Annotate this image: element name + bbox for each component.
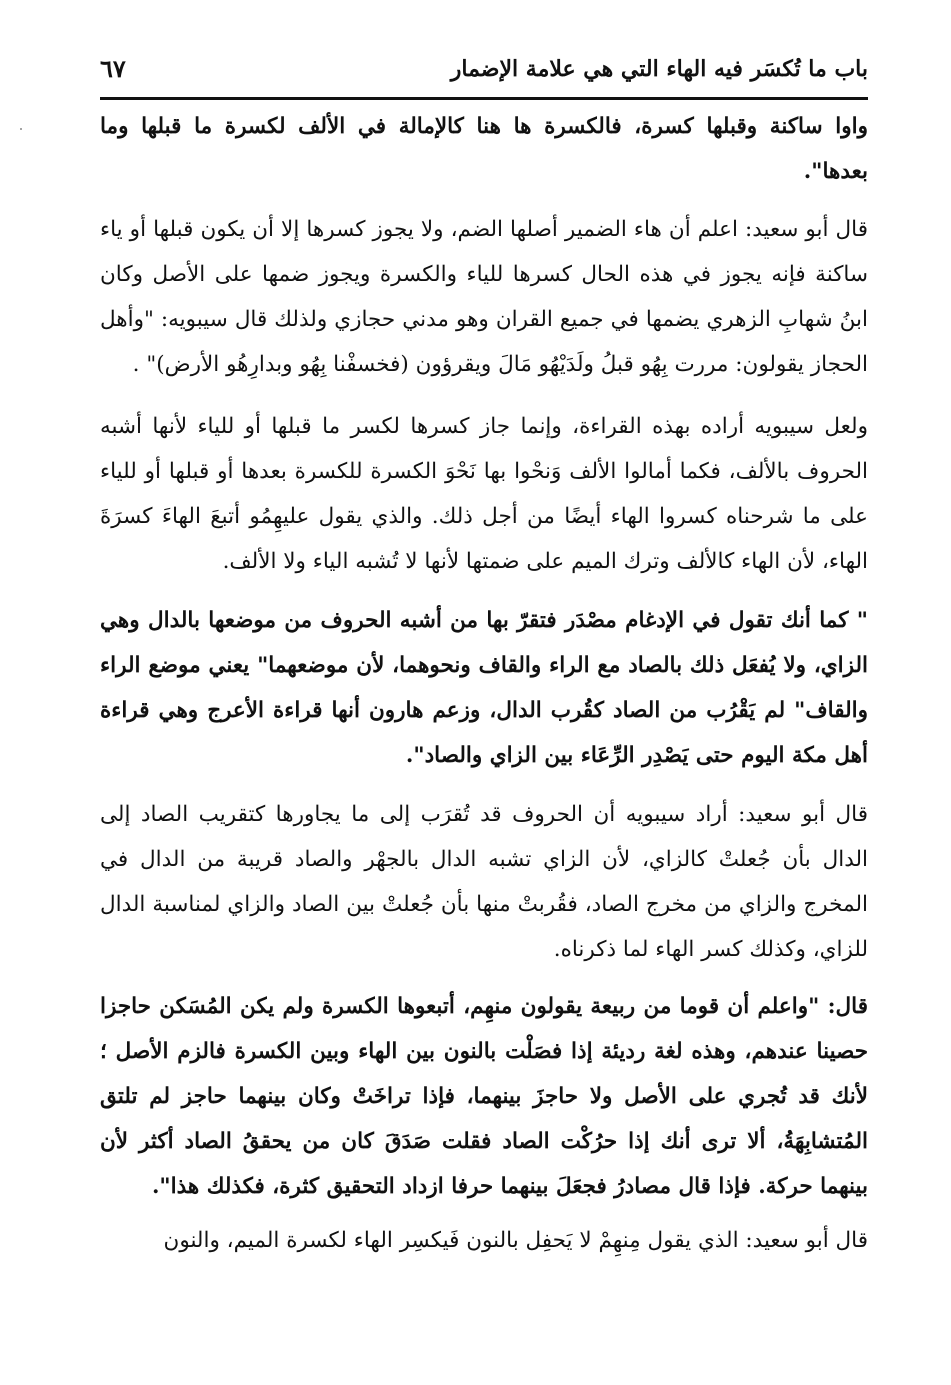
paragraph: " كما أنك تقول في الإدغام مصْدَر فتقرّ بها من أشبه الحروف من موضعها بالدال وهي الزاي، ولا يُفعَل ذلك بالصاد مع الراء والقاف ونحوهما، لأن موضعهما" يعني موضع الراء والقاف" لم يَقْرُب من الصاد كقُرب الدال، وزعم هارون أنها قراءة الأعرج وهي قراءة أهل مكة اليوم حتى يَصْدِر الرِّعَاء بين الزاي والصاد". <box>100 608 868 768</box>
paragraph: قال أبو سعيد: الذي يقول مِنهِمْ لا يَحفِل بالنون فَيكسِر الهاء لكسرة الميم، والنون <box>163 1228 868 1253</box>
header-rule <box>100 97 868 100</box>
running-title: باب ما تُكسَر فيه الهاء التي هي علامة الإضمار <box>450 56 868 82</box>
paragraph: قال: "واعلم أن قوما من ربيعة يقولون منهِم، أتبعوها الكسرة ولم يكن المُسَكن حاجزا حصينا عندهم، وهذه لغة رديئة إذا فصَلْت بالنون بين الهاء وبين الكسرة فالزم الأصل ؛ لأنك قد تُجري على الأصل ولا حاجزَ بينهما، فإذا تراخَتْ وكان بينهما حاجز لم تلتق المُتشابِهَةُ، ألا ترى أنك إذا حرُكْت الصاد فقلت صَدَقَ كان من يحققُ الصاد أكثر لأن بينهما حركة. فإذا قال مصادرُ فجعَلَ بينهما حرفا ازداد التحقيق كثرة، فكذلك هذا". <box>100 994 868 1199</box>
paragraph: ولعل سيبويه أراده بهذه القراءة، وإنما جاز كسرها لكسر ما قبلها أو للياء لأنها أشبه الحروف بالألف، فكما أمالوا الألف وَنحْوا بها نَحْوَ الكسرة للكسرة بعدها أو قبلها أو للياء على ما شرحناه كسروا الهاء أيضًا من أجل ذلك. والذي يقول عليهِمُو أتبعَ الهاءَ كسرَةَ الهاء، لأن الهاء كالألف وترك الميم على ضمتها لأنها لا تُشبه الياء ولا الألف. <box>100 414 868 574</box>
page-body <box>100 104 868 1263</box>
scan-speck <box>20 128 22 130</box>
paragraph: قال أبو سعيد: اعلم أن هاء الضمير أصلها الضم، ولا يجوز كسرها إلا أن يكون قبلها أو ياء ساكنة فإنه يجوز في هذه الحال كسرها للياء والكسرة ويجوز ضمها على الأصل وكان ابنُ شهابِ الزهري يضمها في جميع القران وهو مدني حجازي ولذلك قال سيبويه: "وأهل الحجاز يقولون: مررت بِهُو قبلُ ولَدَيْهُو مَالَ ويقرؤون (فخسفْنا بِهُو وبدارِهُو الأرض)" . <box>100 217 868 377</box>
page-header <box>100 52 868 96</box>
paragraph: قال أبو سعيد: أراد سيبويه أن الحروف قد تُقرَب إلى ما يجاورها كتقريب الصاد إلى الدال بأن جُعلتْ كالزاي، لأن الزاي تشبه الدال بالجهْر والصاد قريبة من الدال في المخرج والزاي من مخرج الصاد، فقُربتْ منها بأن جُعلتْ بين الصاد والزاي لمناسبة الدال للزاي، وكذلك كسر الهاء لما ذكرناه. <box>100 802 868 962</box>
paragraph: واوا ساكنة وقبلها كسرة، فالكسرة ها هنا كالإمالة في الألف لكسرة ما قبلها وما بعدها". <box>100 114 868 184</box>
page-number: ٦٧ <box>100 54 126 83</box>
